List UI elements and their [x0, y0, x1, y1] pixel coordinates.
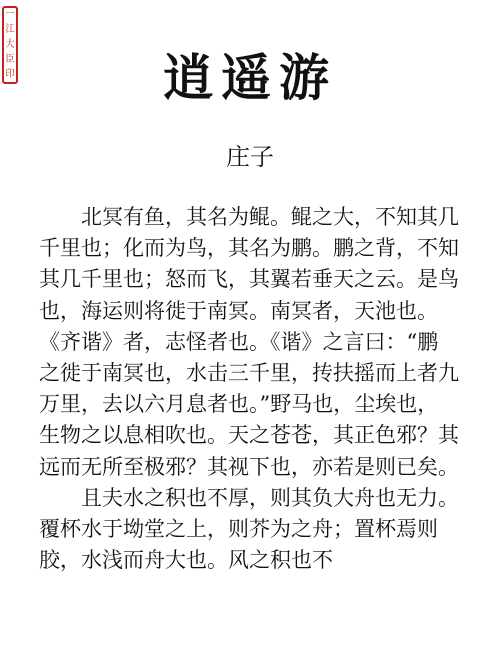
seal-char: 臣 [5, 54, 15, 65]
seal-char: 江 [5, 24, 15, 35]
paragraph: 北冥有鱼，其名为鲲。鲲之大，不知其几千里也；化而为鸟，其名为鹏。鹏之背，不知其几千里也；怒而飞，其翼若垂天之云。是鸟也，海运则将徙于南冥。南冥者，天池也。《齐谐》者，志怪者也。《谐》之言曰：“鹏之徙于南冥也，水击三千里，抟扶摇而上者九万里，去以六月息者也。”野马也，尘埃也，生物之以息相吹也。天之苍苍，其正色邪？其远而无所至极邪？其视下也，亦若是则已矣。 [39, 205, 459, 479]
page-title: 逍遥游 [163, 48, 337, 107]
seal-char: 一 [5, 9, 15, 20]
seal-char: 印 [5, 69, 15, 80]
paragraph: 且夫水之积也不厚，则其负大舟也无力。覆杯水于坳堂之上，则芥为之舟；置杯焉则胶，水浅而舟大也。风之积也不 [39, 485, 459, 573]
article-body [39, 202, 459, 576]
seal-char: 大 [5, 39, 15, 50]
author-name: 庄子 [226, 143, 274, 171]
